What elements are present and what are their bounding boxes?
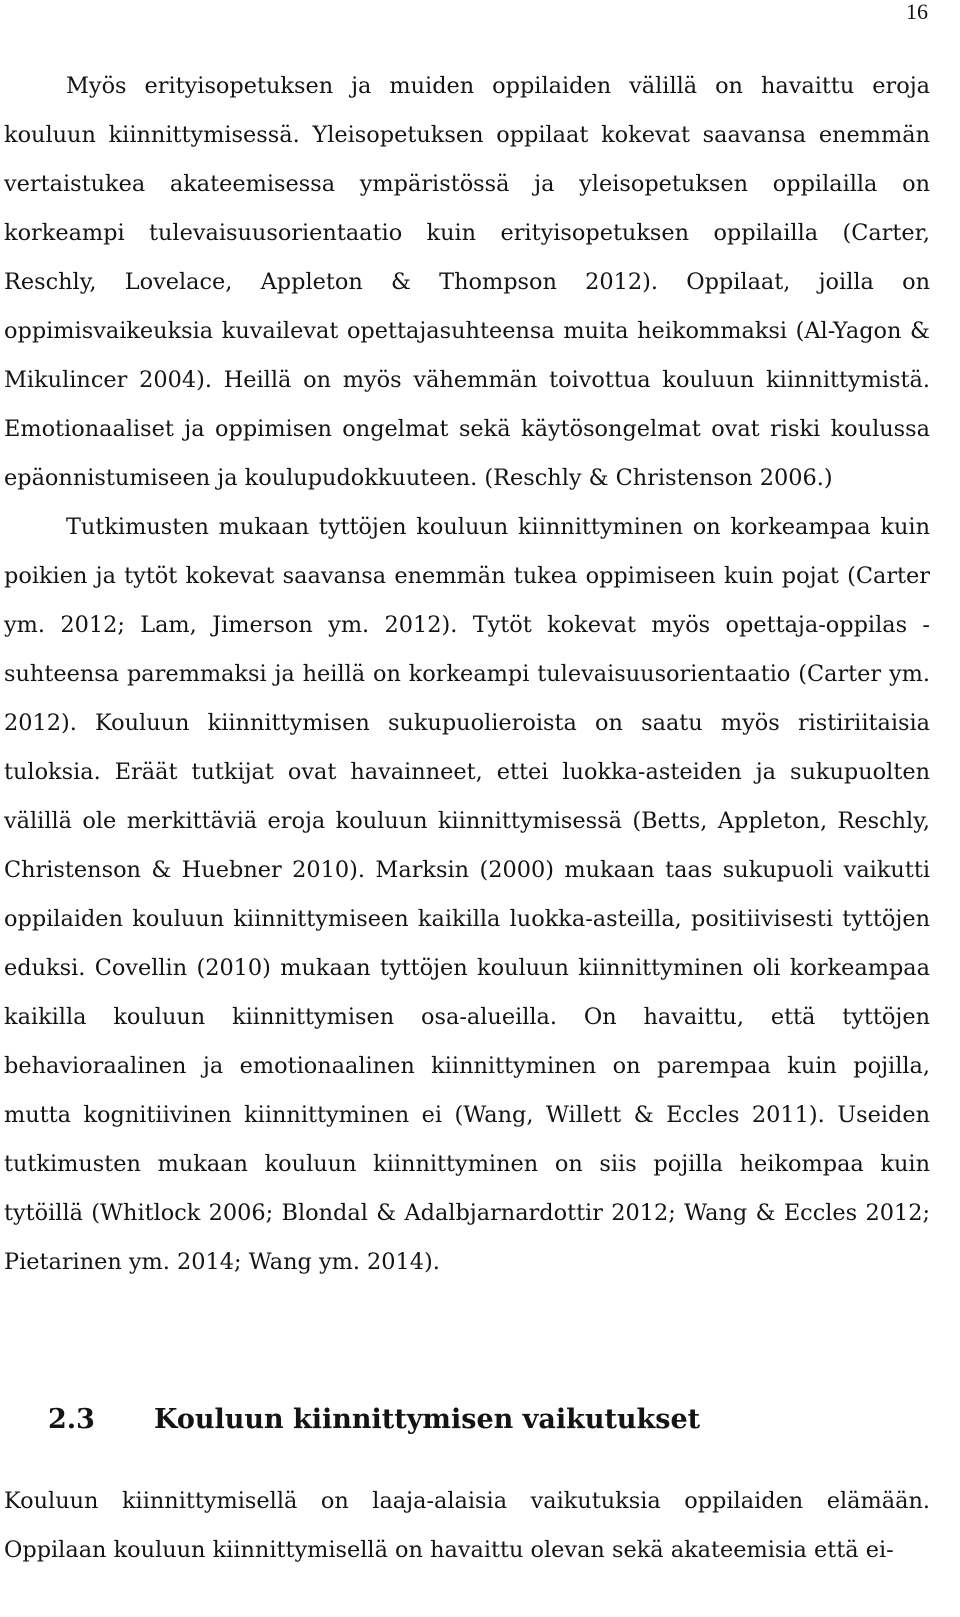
page-number: 16 — [906, 0, 928, 24]
paragraph-effects-intro: Kouluun kiinnittymisellä on laaja-alaisia vaikutuksia oppilaiden elämään. Oppilaan kouluun kiinnittymisellä on havaittu olevan sekä akateemisia että ei- — [4, 1488, 930, 1563]
paragraph-gender-differences: Tutkimusten mukaan tyttöjen kouluun kiinnittyminen on korkeampaa kuin poikien ja tytöt kokevat saavansa enemmän tukea oppimiseen kuin pojat (Carter ym. 2012; Lam, Jimerson ym. 2012). Tytöt kokevat myös opettaja-oppilas -suhteensa paremmaksi ja heillä on korkeampi tulevaisuusorientaatio (Carter ym. 2012). Kouluun kiinnittymisen sukupuolieroista on saatu myös ristiriitaisia tuloksia. Eräät tutkijat ovat havainneet, ettei luokka-asteiden ja sukupuolten välillä ole merkittäviä eroja kouluun kiinnittymisessä (Betts, Appleton, Reschly, Christenson & Huebner 2010). Marksin (2000) mukaan taas sukupuoli vaikutti oppilaiden kouluun kiinnittymiseen kaikilla luokka-asteilla, positiivisesti tyttöjen eduksi. Covellin (2010) mukaan tyttöjen kouluun kiinnittyminen oli korkeampaa kaikilla kouluun kiinnittymisen osa-alueilla. On havaittu, että tyttöjen behavioraalinen ja emotionaalinen kiinnittyminen on parempaa kuin pojilla, mutta kognitiivinen kiinnittyminen ei (Wang, Willett & Eccles 2011). Useiden tutkimusten mukaan kouluun kiinnittyminen on siis pojilla heikompaa kuin tytöillä (Whitlock 2006; Blondal & Adalbjarnardottir 2012; Wang & Eccles 2012; Pietarinen ym. 2014; Wang ym. 2014). — [4, 514, 930, 1275]
section-number: 2.3 — [48, 1404, 95, 1435]
paragraph-special-education: Myös erityisopetuksen ja muiden oppilaiden välillä on havaittu eroja kouluun kiinnittymisessä. Yleisopetuksen oppilaat kokevat saavansa enemmän vertaistukea akateemisessa ympäristössä ja yleisopetuksen oppilailla on korkeampi tulevaisuusorientaatio kuin erityisopetuksen oppilailla (Carter, Reschly, Lovelace, Appleton & Thompson 2012). Oppilaat, joilla on oppimisvaikeuksia kuvailevat opettajasuhteensa muita heikommaksi (Al-Yagon & Mikulincer 2004). Heillä on myös vähemmän toivottua kouluun kiinnittymistä. Emotionaaliset ja oppimisen ongelmat sekä käytösongelmat ovat riski koulussa epäonnistumiseen ja koulupudokkuuteen. (Reschly & Christenson 2006.) — [4, 73, 930, 491]
section-title: Kouluun kiinnittymisen vaikutukset — [154, 1404, 701, 1435]
section-heading — [48, 1403, 700, 1437]
